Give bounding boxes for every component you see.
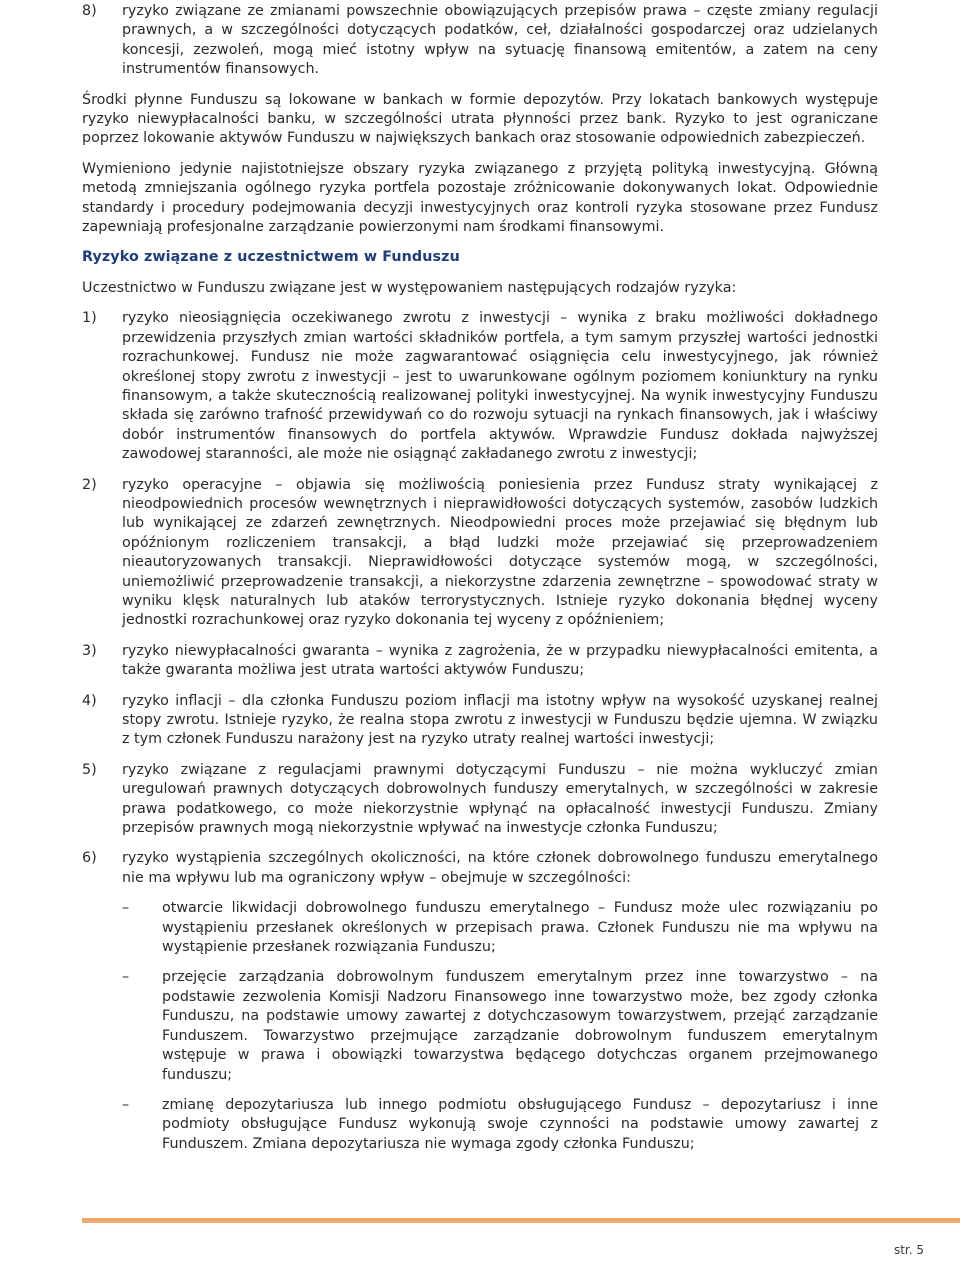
list-item-3 bbox=[82, 642, 878, 681]
list-number: 1) bbox=[82, 310, 97, 327]
sub-list-item bbox=[82, 1096, 878, 1154]
list-item-text: ryzyko związane ze zmianami powszechnie obowiązujących przepisów prawa – częste zmiany regulacji prawnych, a w szczególności dotyczących podatków, ceł, działalności gospodarczej oraz udzielanych koncesji, zezwoleń, mogą mieć istotny wpływ na sytuację finansową emitentów, a zatem na ceny instrumentów finansowych. bbox=[122, 3, 878, 78]
sub-list-item-text: przejęcie zarządzania dobrowolnym funduszem emerytalnym przez inne towarzystwo – na podstawie zezwolenia Komisji Nadzoru Finansowego inne towarzystwo może, bez zgody członka Funduszu, na podstawie umowy zawartej z dotychczasowym towarzystwem, przejąć zarządzanie Funduszem. Towarzystwo przejmujące zarządzanie dobrowolnym funduszem emerytalnym wstępuje w prawa i obowiązki towarzystwa będącego dotychczas organem przejmowanego funduszu; bbox=[162, 969, 878, 1083]
list-item-1 bbox=[82, 309, 878, 464]
list-item-text: ryzyko inflacji – dla członka Funduszu poziom inflacji ma istotny wpływ na wysokość uzyskanej realnej stopy zwrotu. Istnieje ryzyko, że realna stopa zwrotu z inwestycji w Funduszu będzie ujemna. W związku z tym członek Funduszu narażony jest na ryzyko utraty realnej wartości inwestycji; bbox=[122, 692, 878, 748]
sub-list-item bbox=[82, 899, 878, 957]
list-number: 6) bbox=[82, 850, 97, 867]
section-intro: Uczestnictwo w Funduszu związane jest w występowaniem następujących rodzajów ryzyka: bbox=[82, 279, 737, 296]
list-item-text: ryzyko nieosiągnięcia oczekiwanego zwrotu z inwestycji – wynika z braku możliwości dokładnego przewidzenia przyszłych zmian wartości składników portfela, a tym samym przyszłej wartości jednostki rozrachunkowej. Fundusz nie może zagwarantować osiągnięcia celu inwestycyjnego, jak również określonej stopy zwrotu z inwestycji – jest to uwarunkowane ogólnym poziomem koniunktury na rynku finansowym, a także skutecznością realizowanej polityki inwestycyjnej. Na wynik inwestycyjny Funduszu składa się zarówno trafność przewidywań co do rozwoju sytuacji na rynkach finansowych, jak i właściwy dobór instrumentów finansowych do portfela aktywów. Wprawdzie Fundusz dokłada najwyższej zawodowej staranności, ale może nie osiągnąć zakładanego zwrotu z inwestycji; bbox=[122, 310, 878, 463]
dash-marker: – bbox=[122, 969, 130, 986]
list-item-5 bbox=[82, 761, 878, 839]
sub-list-item bbox=[82, 968, 878, 1084]
list-number: 3) bbox=[82, 642, 97, 659]
footer-rule bbox=[82, 1218, 960, 1223]
document-body bbox=[82, 2, 878, 1165]
list-item-text: ryzyko związane z regulacjami prawnymi dotyczącymi Funduszu – nie można wykluczyć zmian uregulowań prawnych dotyczących dobrowolnych funduszy emerytalnych, w szczególności w zakresie prawa podatkowego, co może niekorzystnie wpłynąć na opłacalność inwestycji Funduszu. Zmiany przepisów prawnych mogą niekorzystnie wpływać na inwestycje członka Funduszu; bbox=[122, 761, 878, 837]
list-item-text: ryzyko niewypłacalności gwaranta – wynika z zagrożenia, że w przypadku niewypłacalności emitenta, a także gwaranta możliwa jest utrata wartości aktywów Funduszu; bbox=[122, 642, 878, 679]
sub-list-item-text: otwarcie likwidacji dobrowolnego funduszu emerytalnego – Fundusz może ulec rozwiązaniu po wystąpieniu przesłanek określonych w przepisach prawa. Członek Funduszu nie ma wpływu na wystąpienie przesłanek rozwiązania Funduszu; bbox=[162, 900, 878, 956]
list-number: 4) bbox=[82, 692, 97, 709]
list-item-2 bbox=[82, 476, 878, 631]
sub-list-item-text: zmianę depozytariusza lub innego podmiotu obsługującego Fundusz – depozytariusz i inne podmioty obsługujące Fundusz wykonują swoje czynności na podstawie umowy zawartej z Funduszem. Zmiana depozytariusza nie wymaga zgody członka Funduszu; bbox=[162, 1096, 878, 1152]
list-number: 5) bbox=[82, 761, 97, 778]
dash-marker: – bbox=[122, 900, 130, 917]
list-item-text: ryzyko wystąpienia szczególnych okoliczności, na które członek dobrowolnego funduszu emerytalnego nie ma wpływu lub ma ograniczony wpływ – obejmuje w szczególności: bbox=[122, 850, 878, 886]
section-heading: Ryzyko związane z uczestnictwem w Funduszu bbox=[82, 249, 460, 266]
paragraph-summary: Wymieniono jedynie najistotniejsze obszary ryzyka związanego z przyjętą polityką inwestycyjną. Główną metodą zmniejszania ogólnego ryzyka portfela pozostaje zróżnicowanie dokonywanych lokat. Odpowiednie standardy i procedury podejmowania decyzji inwestycyjnych oraz kontroli ryzyka stosowane przez Fundusz zapewniają profesjonalne zarządzanie powierzonymi nam środkami finansowymi. bbox=[82, 160, 878, 236]
list-number: 2) bbox=[82, 476, 97, 493]
list-item-6 bbox=[82, 849, 878, 888]
sub-list bbox=[82, 899, 878, 1154]
list-item-8 bbox=[82, 2, 878, 80]
dash-marker: – bbox=[122, 1096, 130, 1113]
list-item-text: ryzyko operacyjne – objawia się możliwością poniesienia przez Fundusz straty wynikającej z nieodpowiednich procesów wewnętrznych i nieprawidłowości dotyczących systemów, zasobów ludzkich lub wynikającej ze zdarzeń zewnętrznych. Nieodpowiedni proces może przejawiać się błędnym lub opóźnionym rozliczeniem transakcji, a błąd ludzki może przejawiać się przeprowadzeniem nieautoryzowanych transakcji. Nieprawidłowości dotyczące systemów mogą, w szczególności, uniemożliwić przeprowadzenie transakcji, a niekorzystne zdarzenia zewnętrzne – spowodować straty w wyniku klęsk naturalnych lub ataków terrorystycznych. Istnieje ryzyko dokonania błędnej wyceny jednostki rozrachunkowej oraz ryzyko dokonania tej wyceny z opóźnieniem; bbox=[122, 476, 878, 629]
list-item-4 bbox=[82, 692, 878, 750]
page-number: str. 5 bbox=[893, 1243, 924, 1257]
list-number: 8) bbox=[82, 3, 97, 19]
paragraph-deposits: Środki płynne Funduszu są lokowane w bankach w formie depozytów. Przy lokatach bankowych występuje ryzyko niewypłacalności banku, w szczególności utrata płynności przez bank. Ryzyko to jest ograniczane poprzez lokowanie aktywów Funduszu w największych bankach oraz stosowanie odpowiednich zabezpieczeń. bbox=[82, 91, 878, 147]
